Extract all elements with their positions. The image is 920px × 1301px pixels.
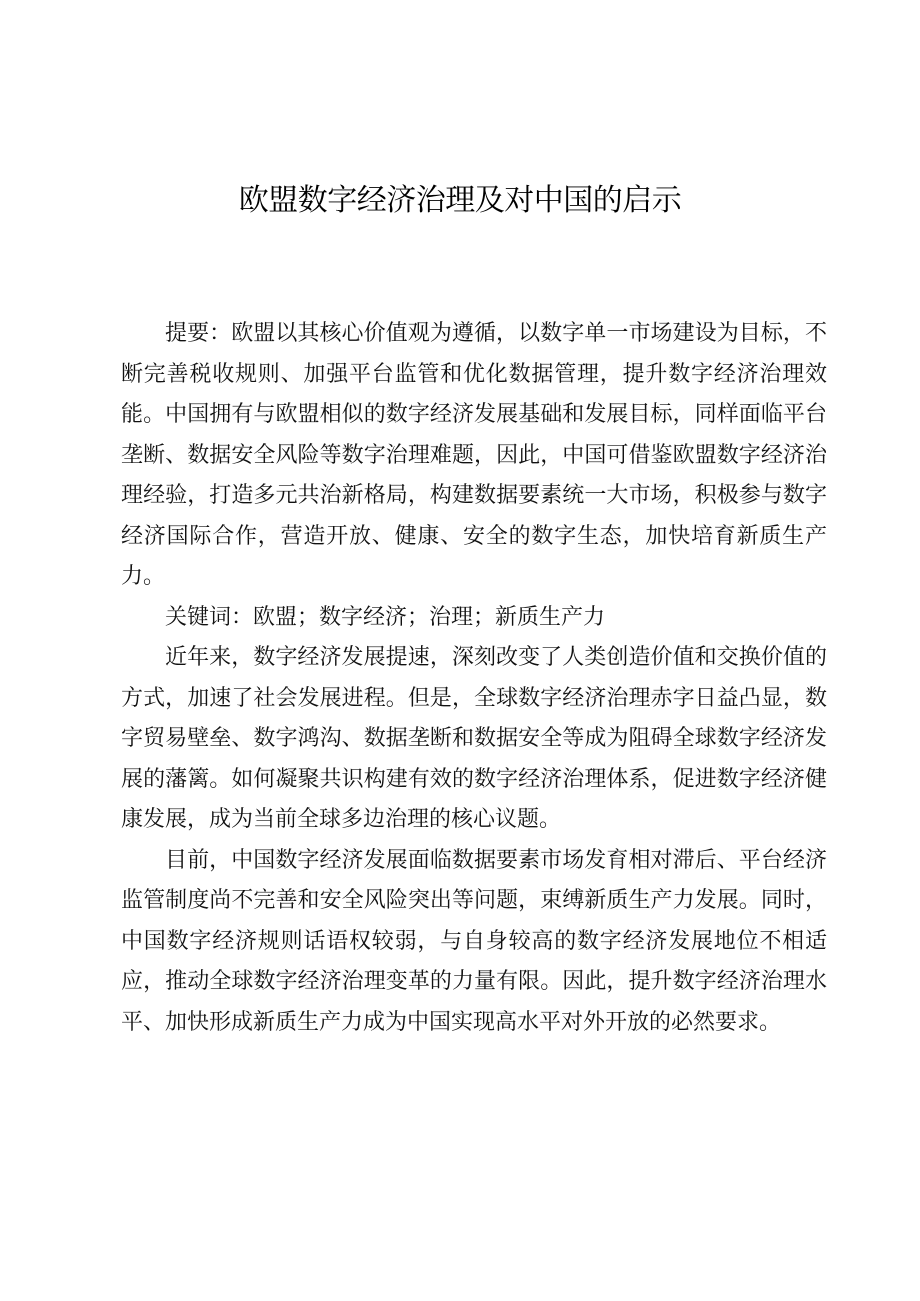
body-paragraph-2: 目前，中国数字经济发展面临数据要素市场发育相对滞后、平台经济监管制度尚不完善和安全风险突出等问题，束缚新质生产力发展。同时，中国数字经济规则话语权较弱，与自身较高的数字经济发展地位不相适应，推动全球数字经济治理变革的力量有限。因此，提升数字经济治理水平、加快形成新质生产力成为中国实现高水平对外开放的必然要求。 xyxy=(121,847,827,1035)
keywords-paragraph: 关键词：欧盟；数字经济；治理；新质生产力 xyxy=(165,604,606,630)
abstract-paragraph: 提要：欧盟以其核心价值观为遵循，以数字单一市场建设为目标，不断完善税收规则、加强平台监管和优化数据管理，提升数字经济治理效能。中国拥有与欧盟相似的数字经济发展基础和发展目标，同样面临平台垄断、数据安全风险等数字治理难题，因此，中国可借鉴欧盟数字经济治理经验，打造多元共治新格局，构建数据要素统一大市场，积极参与数字经济国际合作，营造开放、健康、安全的数字生态，加快培育新质生产力。 xyxy=(121,321,827,589)
body-paragraph-1: 近年来，数字经济发展提速，深刻改变了人类创造价值和交换价值的方式，加速了社会发展进程。但是，全球数字经济治理赤字日益凸显，数字贸易壁垒、数字鸿沟、数据垄断和数据安全等成为阻碍全球数字经济发展的藩篱。如何凝聚共识构建有效的数字经济治理体系，促进数字经济健康发展，成为当前全球多边治理的核心议题。 xyxy=(121,645,827,832)
document-title: 欧盟数字经济治理及对中国的启示 xyxy=(238,183,682,218)
document-body xyxy=(121,314,827,1043)
